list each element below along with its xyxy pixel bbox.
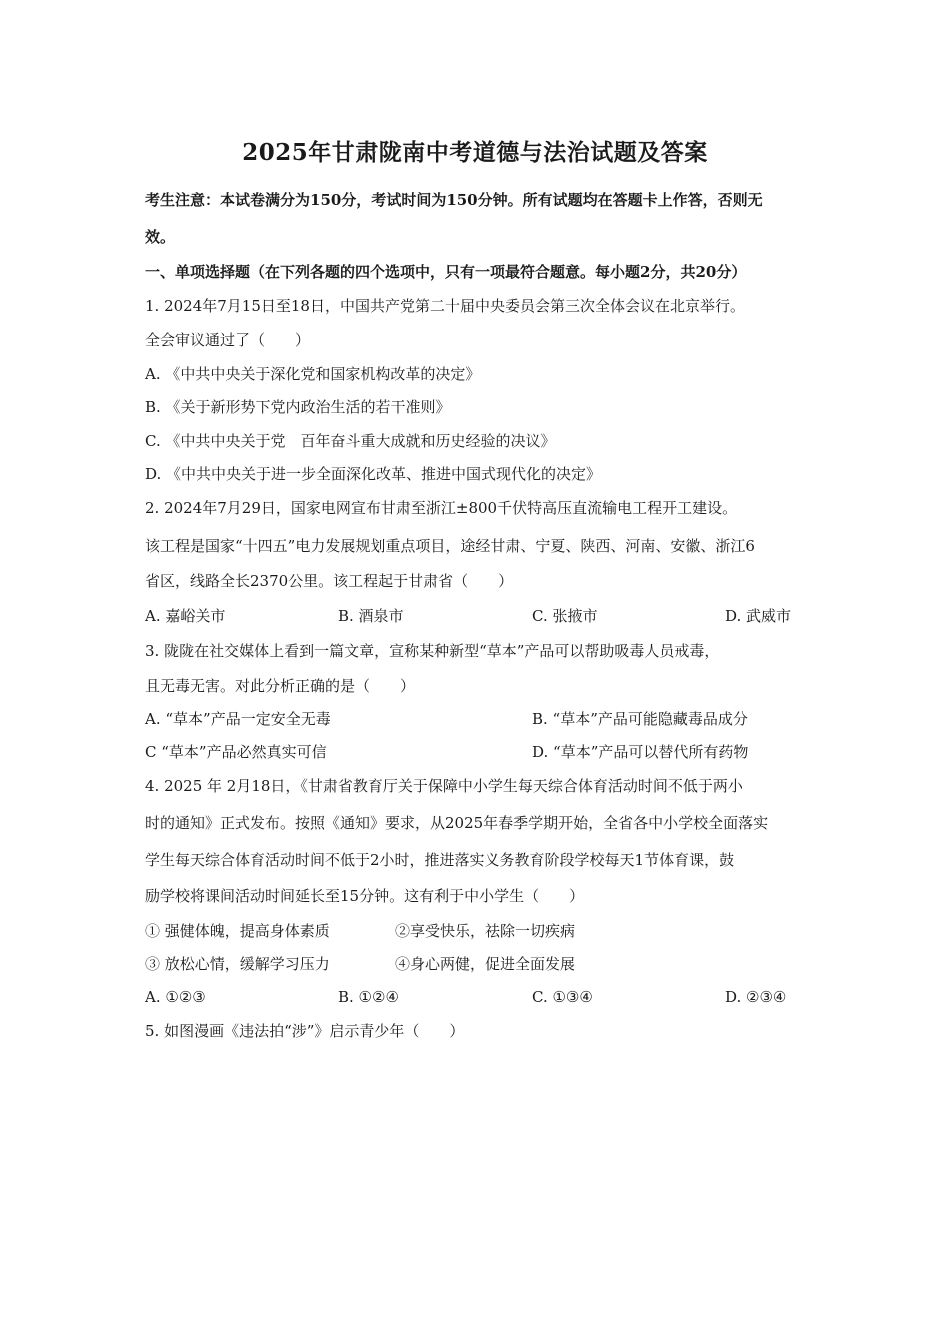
question-4-stem-line1: 4. 2025 年 2月18日，《甘肃省教育厅关于保障中小学生每天综合体育活动时间不低于两小: [145, 777, 743, 795]
question-2-option-b: B. 酒泉市: [338, 607, 404, 625]
question-2-stem-line2: 该工程是国家“十四五”电力发展规划重点项目，途经甘肃、宁夏、陕西、河南、安徽、浙江6: [145, 537, 755, 555]
question-3-stem-line2: 且无毒无害。对此分析正确的是（ ）: [145, 677, 416, 695]
question-2-option-c: C. 张掖市: [532, 607, 598, 625]
question-3-option-a: A. “草本”产品一定安全无毒: [145, 710, 331, 728]
question-1-option-c: C. 《中共中央关于党 百年奋斗重大成就和历史经验的决议》: [145, 432, 556, 450]
question-1-stem-line1: 1. 2024年7月15日至18日，中国共产党第二十届中央委员会第三次全体会议在北京举行。: [145, 297, 745, 315]
question-2-option-d: D. 武威市: [725, 607, 792, 625]
section-header: 一、单项选择题（在下列各题的四个选项中，只有一项最符合题意。每小题2分，共20分）: [145, 263, 747, 281]
question-2-stem-line3: 省区，线路全长2370公里。该工程起于甘肃省（ ）: [145, 572, 514, 590]
page-title: 2025年甘肃陇南中考道德与法治试题及答案: [242, 139, 708, 166]
question-4-option-d: D. ②③④: [725, 988, 787, 1006]
question-5-stem-line1: 5. 如图漫画《违法拍“涉”》启示青少年（ ）: [145, 1022, 465, 1040]
question-4-statement-3: ③ 放松心情，缓解学习压力: [145, 955, 330, 973]
question-4-option-c: C. ①③④: [532, 988, 593, 1006]
question-3-option-b: B. “草本”产品可能隐藏毒品成分: [532, 710, 748, 728]
question-2-stem-line1: 2. 2024年7月29日，国家电网宣布甘肃至浙江±800千伏特高压直流输电工程开工建设。: [145, 499, 738, 517]
question-4-option-b: B. ①②④: [338, 988, 399, 1006]
question-1-option-d: D. 《中共中央关于进一步全面深化改革、推进中国式现代化的决定》: [145, 465, 602, 483]
question-3-option-d: D. “草本”产品可以替代所有药物: [532, 743, 749, 761]
question-3-option-c: C “草本”产品必然真实可信: [145, 743, 327, 761]
question-4-statement-4: ④身心两健，促进全面发展: [395, 955, 576, 973]
question-4-stem-line2: 时的通知》正式发布。按照《通知》要求，从2025年春季学期开始，全省各中小学校全面落实: [145, 814, 769, 832]
question-4-stem-line4: 励学校将课间活动时间延长至15分钟。这有利于中小学生（ ）: [145, 887, 585, 905]
question-4-statement-2: ②享受快乐，祛除一切疾病: [395, 922, 576, 940]
question-1-option-a: A. 《中共中央关于深化党和国家机构改革的决定》: [145, 365, 481, 383]
question-1-stem-line2: 全会审议通过了（ ）: [145, 331, 311, 349]
question-1-option-b: B. 《关于新形势下党内政治生活的若干准则》: [145, 398, 451, 416]
question-4-stem-line3: 学生每天综合体育活动时间不低于2小时，推进落实义务教育阶段学校每天1节体育课，鼓: [145, 851, 735, 869]
question-4-option-a: A. ①②③: [145, 988, 206, 1006]
question-3-stem-line1: 3. 陇陇在社交媒体上看到一篇文章，宣称某种新型“草本”产品可以帮助吸毒人员戒毒，: [145, 642, 720, 660]
exam-notice-line2: 效。: [145, 228, 176, 246]
question-2-option-a: A. 嘉峪关市: [145, 607, 226, 625]
question-4-statement-1: ① 强健体魄，提高身体素质: [145, 922, 330, 940]
exam-notice-line1: 考生注意：本试卷满分为150分，考试时间为150分钟。所有试题均在答题卡上作答，否则无: [145, 191, 763, 209]
